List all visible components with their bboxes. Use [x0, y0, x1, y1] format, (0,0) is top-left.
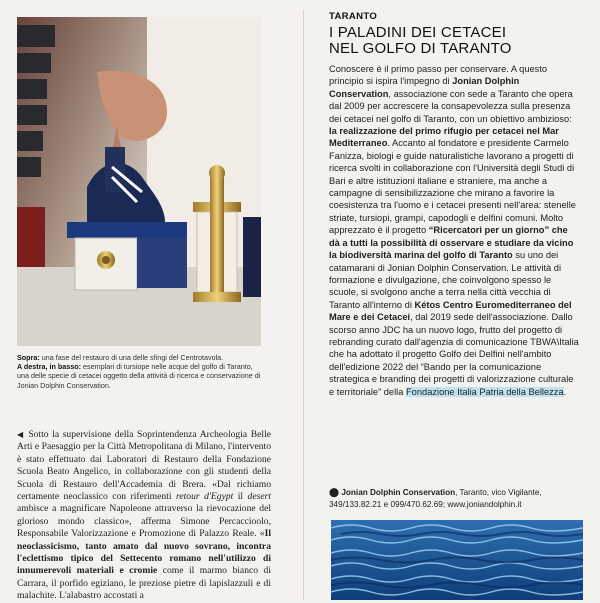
contact-name: Jonian Dolphin Conservation [341, 488, 456, 497]
left-text-7: come il marmo bianco di Carrara, il porfido egiziano, le preziose pietre di lapislazzuli e di malachite. L'alabastro accostati a [17, 565, 271, 602]
left-text-5: ambisce a magnificare Napoleone attraverso la rievocazione del glorioso mondo classico», afferma Simone Percaccioolo, Responsabile Valorizzazione e Promozione di Palazzo Reale. « [17, 503, 271, 540]
right-text-4: la realizzazione del primo rifugio per cetacei nel Mar Mediterraneo [329, 126, 559, 149]
right-text-11: . [563, 386, 567, 397]
right-text-9: , dal 2019 sede dell'associazione. Dallo scorso anno JDC ha un nuovo logo, frutto del progetto di rebranding curato dall'agenzia di comunicazione TBWA\Italia che ha adottato il progetto Golfo dei Delfini nell'ambito dell'edizione 2022 del “Bando per la comunicazione strategica e branding dei progetti di valorizzazione culturale e territoriale” della [329, 312, 579, 397]
caption-destra-text: esemplari di tursiope nelle acque del golfo di Taranto, una delle specie di cetacei oggetto della attività di ricerca e conservazione di Jonian Dolphin Conservation. [17, 362, 261, 390]
caption-sopra-text: una fase del restauro di una delle sfingi del Centrotavola. [41, 353, 224, 362]
section-label: TARANTO [329, 11, 378, 22]
contact-info [329, 487, 579, 511]
right-text-6: “Ricercatori per un giorno” che dà a tutti la possibilità di osservare e studiare da vicino la biodiversità marina del golfo di Taranto [329, 225, 574, 261]
right-text-8: Kétos Centro Euromediterraneo del Mare e dei Cetacei [329, 299, 572, 323]
caption-destra-label: A destra, in basso: [17, 362, 82, 372]
right-text-1: Conoscere è il primo passo per conservare. A questo principio si ispira l'impegno di [329, 64, 548, 87]
left-text-2: retour d'Egypt [175, 491, 234, 503]
left-text-3: il [233, 491, 248, 503]
location-pin-icon: ⬤ [329, 488, 340, 498]
left-text-6: Il neoclassicismo, tanto amato dal nuovo sovrano, incontra l'eclettismo tipico del Settecento romano nell'utilizzo di innumerevoli materiali e cromie [17, 528, 271, 577]
right-article-text [329, 63, 581, 398]
sea-photo-illustration [331, 520, 583, 600]
restoration-photo-illustration [17, 17, 261, 346]
right-text-7: su uno dei catamarani di Jonian Dolphin Conservation. Le attività di formazione e divulgazione, che coinvolgono spesso le scuole, si svolgono anche a terra nella città vecchia di Taranto all'interno di [329, 250, 562, 310]
headline [329, 25, 569, 57]
left-article-text [17, 429, 271, 603]
headline-line-1: I PALADINI DEI CETACEI [329, 24, 507, 41]
paragraph-arrow-icon: ◀ [17, 430, 25, 439]
left-text-1: Sotto la supervisione della Soprintendenza Archeologia Belle Arti e Paesaggio per la Città Metropolitana di Milano, l'intervento è stato effettuato dai Laboratori di Restauro della Fondazione Scuola Beato Angelico, in collaborazione con gli studenti della Scuola di Restauro dell'Accademia di Brera. «Dal richiamo certamente neoclassico con riferimenti [17, 429, 271, 503]
column-divider [303, 10, 304, 600]
photo-caption [17, 353, 261, 390]
left-text-4: desert [247, 491, 271, 503]
restoration-photo [17, 17, 261, 346]
right-text-3: , associazione con sede a Taranto che opera dal 2009 per accrescere la consapevolezza sulla presenza dei cetacei nel golfo di Taranto, con un obiettivo ambizioso: [329, 88, 573, 124]
right-text-2: Jonian Dolphin Conservation [329, 76, 520, 99]
contact-details: , Taranto, vico Vigilante, 349/133.82.21 e 099/470.62.69; www.joniandolphin.it [329, 488, 542, 509]
right-text-5: . Accanto al fondatore e presidente Carmelo Fanizza, biologi e guide naturalistiche lavorano a progetti di ricerca svolti in collaborazione con l'Università degli Studi di Bari e altre istituzioni italiane e straniere, ma anche a campagne di sensibilizzazione che mirano a favorire la coesistenza tra l'uomo e i cetacei presenti nell'area: stenelle striate, tursiopi, grampi, capodogli e delfini comuni. Molto apprezzato è il progetto [329, 138, 576, 236]
sea-photo [331, 520, 583, 600]
right-text-highlight: Fondazione Italia Patria della Bellezza [406, 386, 564, 397]
caption-sopra-label: Sopra: [17, 353, 40, 362]
headline-line-2: NEL GOLFO DI TARANTO [329, 40, 512, 57]
